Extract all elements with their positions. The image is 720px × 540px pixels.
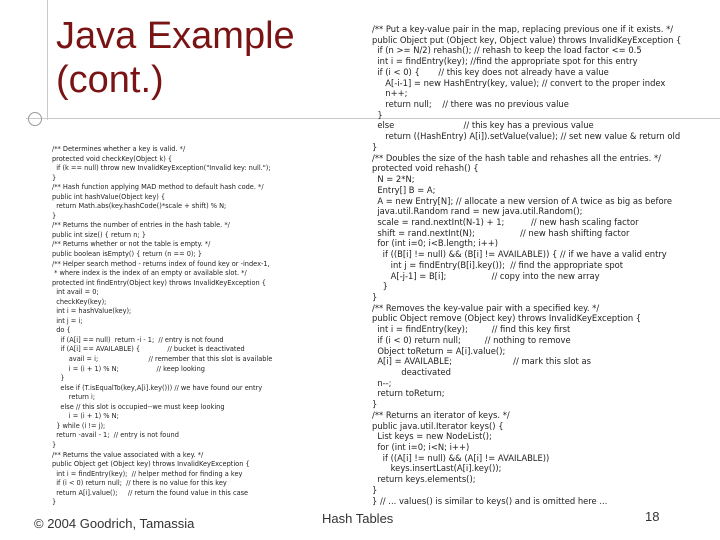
page-number: 18 [645, 509, 660, 524]
footer-copyright: © 2004 Goodrich, Tamassia [34, 516, 195, 531]
footer-title: Hash Tables [322, 511, 394, 526]
decorative-vertical-line [47, 0, 48, 120]
code-block-right: /** Put a key-value pair in the map, replacing previous one if it exists. */ public Object put (Object key, Object value) throws InvalidKeyException { if (n >= N/2) rehash(); // rehash to keep the load factor <= 0.5 int i = findEntry(key); //find the appropriate spot for this entry if (i < 0) { // this key does not already have a value A[-i-1] = new HashEntry(key, value); // convert to the proper index n++; return null; // there was no previous value } else // this key has a previous value return ((HashEntry) A[i]).setValue(value); // set new value & return old } /** Doubles the size of the hash table and rehashes all the entries. */ protected void rehash() { N = 2*N; Entry[] B = A; A = new Entry[N]; // allocate a new version of A twice as big as before java.util.Random rand = new java.util.Random(); scale = rand.nextInt(N-1) + 1; // new hash scaling factor shift = rand.nextInt(N); // new hash shifting factor for (int i=0; i<B.length; i++) if ((B[i] != null) && (B[i] != AVAILABLE)) { // if we have a valid entry int j = findEntry(B[i].key()); // find the appropriate spot A[-j-1] = B[i]; // copy into the new array } } /** Removes the key-value pair with a specified key. */ public Object remove (Object key) throws InvalidKeyException { int i = findEntry(key); // find this key first if (i < 0) return null; // nothing to remove Object toReturn = A[i].value(); A[i] = AVAILABLE; // mark this slot as deactivated n--; return toReturn; } /** Returns an iterator of keys. */ public java.util.Iterator keys() { List keys = new NodeList(); for (int i=0; i<N; i++) if ((A[i] != null) && (A[i] != AVAILABLE)) keys.insertLast(A[i].key()); return keys.elements(); } } // ... values() is similar to keys() and is omitted here ... [372, 24, 682, 506]
decorative-ring-icon [28, 112, 42, 126]
code-block-left: /** Determines whether a key is valid. */ protected void checkKey(Object k) { if (k == null) throw new InvalidKeyException("Invalid key: null."); } /** Hash function applying MAD method to default hash code. */ public int hashValue(Object key) { return Math.abs(key.hashCode()*scale + shift) % N; } /** Returns the number of entries in the hash table. */ public int size() { return n; } /** Returns whether or not the table is empty. */ public boolean isEmpty() { return (n == 0); } /** Helper search method - returns index of found key or -index-1, * where index is the index of an empty or available slot. */ protected int findEntry(Object key) throws InvalidKeyException { int avail = 0; checkKey(key); int i = hashValue(key); int j = i; do { if (A[i] == null) return -i - 1; // entry is not found if (A[i] == AVAILABLE) { // bucket is deactivated avail = i; // remember that this slot is available i = (i + 1) % N; // keep looking } else if (T.isEqualTo(key,A[i].key())) // we have found our entry return i; else // this slot is occupied--we must keep looking i = (i + 1) % N; } while (i != j); return -avail - 1; // entry is not found } /** Returns the value associated with a key. */ public Object get (Object key) throws InvalidKeyException { int i = findEntry(key); // helper method for finding a key if (i < 0) return null; // there is no value for this key return A[i].value(); // return the found value in this case } [52, 145, 273, 507]
slide-title: Java Example (cont.) [56, 15, 295, 101]
